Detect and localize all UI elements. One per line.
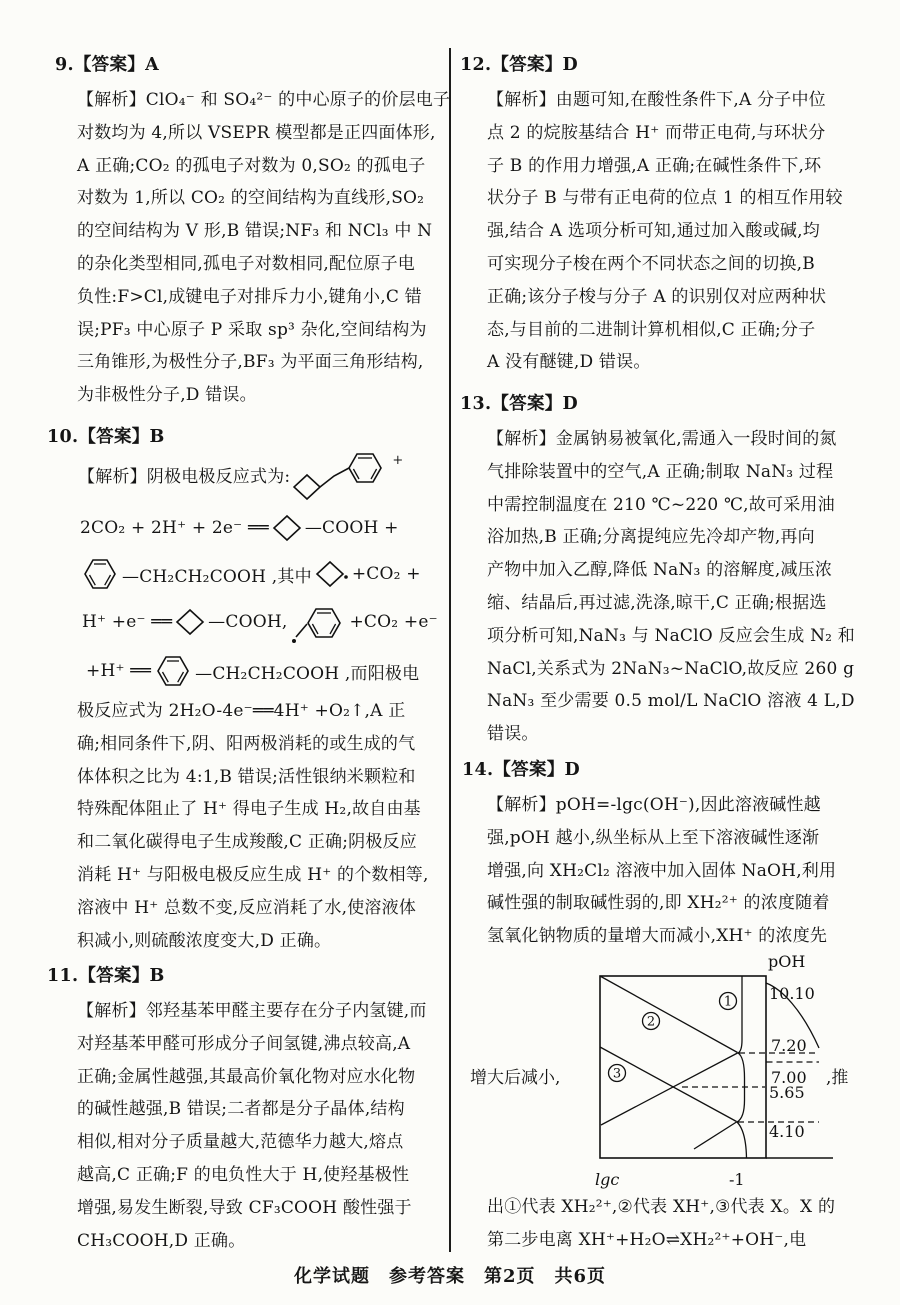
- explanation-14: [487, 789, 877, 953]
- text-line: 消耗 H⁺ 与阳极电极反应生成 H⁺ 的个数相等,: [77, 864, 429, 885]
- explanation-14-continued: [487, 1191, 877, 1257]
- answer-head-14: 14.【答案】D: [462, 760, 581, 780]
- text-line: 对数均为 4,所以 VSEPR 模型都是正四面体形,: [77, 122, 436, 143]
- tick-4-10: 4.10: [769, 1122, 805, 1141]
- text-line: 浴加热,B 正确;分离提纯应先冷却产物,再向: [487, 527, 815, 548]
- text-line: 特殊配体阻止了 H⁺ 得电子生成 H₂,故自由基: [77, 799, 421, 820]
- cyclobutane-structure: [175, 608, 205, 636]
- benzene-structure: [81, 556, 119, 592]
- curve-3-line: [600, 1047, 737, 1122]
- x-tick-minus-1: -1: [729, 1170, 745, 1189]
- text-line: 为非极性分子,D 错误。: [77, 385, 257, 406]
- text-line: 项分析可知,NaN₃ 与 NaClO 反应会生成 N₂ 和: [487, 625, 856, 646]
- answer-head-12: 12.【答案】D: [460, 55, 579, 75]
- equation-text: 【解析】阴极电极反应式为:: [78, 466, 291, 487]
- text-line: 【解析】pOH=-lgc(OH⁻),因此溶液碱性越: [487, 795, 821, 815]
- text-line: 子 B 的作用力增强,A 正确;在碱性条件下,环: [487, 155, 822, 176]
- equation-text: +CO₂ +e⁻: [349, 612, 438, 632]
- tick-10-10: 10.10: [769, 984, 815, 1003]
- text-line: 【解析】ClO₄⁻ 和 SO₄²⁻ 的中心原子的价层电子: [77, 90, 451, 110]
- tick-7-20: 7.20: [771, 1036, 807, 1055]
- answer-head-13: 13.【答案】D: [460, 394, 579, 414]
- text-line: NaN₃ 至少需要 0.5 mol/L NaClO 溶液 4 L,D: [487, 691, 855, 712]
- equation-line-3: [78, 551, 421, 597]
- text-line: 状分子 B 与带有正电荷的位点 1 的相互作用较: [487, 188, 843, 209]
- text-line: 第二步电离 XH⁺+H₂O⇌XH₂²⁺+OH⁻,电: [487, 1229, 807, 1250]
- text-line: 【解析】由题可知,在酸性条件下,A 分子中位: [487, 90, 826, 110]
- text-line: A 正确;CO₂ 的孤电子对数为 0,SO₂ 的孤电子: [77, 155, 426, 176]
- equation-text: —COOH,: [208, 612, 288, 632]
- explanation-12: [487, 84, 877, 379]
- text-line: 强,pOH 越小,纵坐标从上至下溶液碱性逐渐: [487, 827, 820, 848]
- ascending-line-lower: [694, 1122, 737, 1149]
- text-line: 正确;该分子梭与分子 A 的识别仅对应两种状: [487, 286, 827, 307]
- text-line: 正确;金属性越强,其最高价氧化物对应水化物: [77, 1066, 416, 1087]
- equation-text: —CH₂CH₂COOH ,而阳极电: [195, 663, 420, 684]
- equation-line-2: [80, 505, 399, 551]
- text-line: 相似,相对分子质量越大,范德华力越大,熔点: [77, 1132, 404, 1153]
- curve-2-label: 2: [646, 1014, 656, 1030]
- text-line: CH₃COOH,D 正确。: [77, 1230, 246, 1251]
- text-line: NaCl,关系式为 2NaN₃~NaClO,故反应 260 g: [487, 658, 855, 679]
- equation-text: +CO₂ +: [351, 564, 421, 584]
- curve-3-label: 3: [612, 1066, 622, 1082]
- text-line: 增强,易发生断裂,导致 CF₃COOH 酸性强于: [77, 1197, 412, 1218]
- cyclobutane-phenethyl-structure: [293, 446, 389, 502]
- tick-7-00: 7.00: [771, 1068, 807, 1087]
- benzene-structure: [154, 653, 192, 689]
- curve-2-line: [600, 976, 738, 1053]
- text-line: 态,与目前的二进制计算机相似,C 正确;分子: [487, 319, 816, 340]
- text-line: 错误。: [487, 724, 539, 745]
- text-line: 体体积之比为 4:1,B 错误;活性银纳米颗粒和: [77, 766, 416, 787]
- text-line: 极反应式为 2H₂O-4e⁻══4H⁺ +O₂↑,A 正: [77, 701, 406, 721]
- equation-text: 2CO₂ + 2H⁺ + 2e⁻ ══: [80, 518, 269, 538]
- y-axis-label: pOH: [768, 952, 806, 971]
- text-line: 【解析】邻羟基苯甲醛主要存在分子内氢键,而: [77, 1001, 427, 1021]
- text-line: 中需控制温度在 210 ℃~220 ℃,故可采用油: [487, 494, 835, 515]
- radical-plus-mark: +: [392, 453, 404, 468]
- poh-distribution-chart: [558, 946, 892, 1200]
- answer-head-11: 11.【答案】B: [47, 966, 165, 986]
- tick-5-65: 5.65: [769, 1083, 805, 1102]
- text-line: 出①代表 XH₂²⁺,②代表 XH⁺,③代表 X。X 的: [487, 1197, 836, 1217]
- equation-line-1: [78, 446, 403, 502]
- explanation-10: [77, 695, 457, 957]
- text-line: 溶液中 H⁺ 总数不变,反应消耗了水,使溶液体: [77, 897, 417, 918]
- plot-box: [600, 976, 766, 1158]
- equation-line-4: [82, 599, 438, 645]
- text-line: 三角锥形,为极性分子,BF₃ 为平面三角形结构,: [77, 352, 424, 373]
- equation-text: —CH₂CH₂COOH ,其中: [122, 566, 312, 587]
- x-axis-label: lgc: [595, 1170, 620, 1189]
- text-line: 产物中加入乙醇,降低 NaN₃ 的溶解度,减压浓: [487, 560, 833, 581]
- ascending-line-upper: [601, 1053, 738, 1125]
- equation-text: —COOH +: [304, 518, 399, 538]
- cyclobutane-radical-structure: [315, 560, 349, 588]
- page-footer: 化学试题 参考答案 第2页 共6页: [293, 1266, 607, 1287]
- explanation-13: [487, 423, 877, 751]
- text-line: 可实现分子梭在两个不同状态之间的切换,B: [487, 253, 815, 274]
- equation-text: +H⁺ ══: [86, 661, 152, 681]
- text-line: 越高,C 正确;F 的电负性大于 H,使羟基极性: [77, 1164, 410, 1185]
- text-line: 增强,向 XH₂Cl₂ 溶液中加入固体 NaOH,利用: [487, 860, 837, 881]
- figure-inline-left-text: 增大后减小,: [470, 1068, 561, 1088]
- text-line: 气排除装置中的空气,A 正确;制取 NaN₃ 过程: [487, 461, 834, 482]
- text-line: 对羟基苯甲醛可形成分子间氢键,沸点较高,A: [77, 1033, 411, 1054]
- text-line: 积减小,则硫酸浓度变大,D 正确。: [77, 930, 332, 951]
- text-line: 对数为 1,所以 CO₂ 的空间结构为直线形,SO₂: [77, 188, 425, 209]
- text-line: 误;PF₃ 中心原子 P 采取 sp³ 杂化,空间结构为: [77, 319, 427, 340]
- text-line: 和二氧化碳得电子生成羧酸,C 正确;阴极反应: [77, 832, 417, 853]
- text-line: A 没有醚键,D 错误。: [487, 352, 651, 373]
- curve-1-label: 1: [723, 994, 733, 1010]
- explanation-11: [77, 995, 457, 1257]
- text-line: 的空间结构为 V 形,B 错误;NF₃ 和 NCl₃ 中 N: [77, 221, 433, 242]
- text-line: 强,结合 A 选项分析可知,通过加入酸或碱,均: [487, 221, 820, 242]
- answer-head-10: 10.【答案】B: [47, 427, 165, 447]
- text-line: 氢氧化钠物质的量增大而减小,XH⁺ 的浓度先: [487, 926, 828, 947]
- equation-line-5: [86, 649, 419, 693]
- text-line: 碱性强的制取碱性弱的,即 XH₂²⁺ 的浓度随着: [487, 893, 830, 914]
- figure-inline-right-text: ,推: [826, 1068, 849, 1088]
- text-line: 负性:F>Cl,成键电子对排斥力小,键角小,C 错: [77, 286, 422, 307]
- cyclobutane-structure: [272, 514, 302, 542]
- answer-head-9: 9.【答案】A: [55, 55, 159, 75]
- explanation-9: [77, 84, 457, 412]
- equation-text: H⁺ +e⁻ ══: [82, 612, 173, 632]
- text-line: 【解析】金属钠易被氧化,需通入一段时间的氮: [487, 429, 837, 449]
- text-line: 缩、结晶后,再过滤,洗涤,晾干,C 正确;根据选: [487, 592, 827, 613]
- text-line: 的杂化类型相同,孤电子对数相同,配位原子电: [77, 253, 416, 274]
- text-line: 的碱性越强,B 错误;二者都是分子晶体,结构: [77, 1099, 405, 1120]
- benzyl-radical-structure: [290, 599, 346, 645]
- text-line: 点 2 的烷胺基结合 H⁺ 而带正电荷,与环状分: [487, 122, 826, 143]
- curve-1-vertical: [737, 976, 747, 1158]
- text-line: 确;相同条件下,阴、阳两极消耗的或生成的气: [77, 733, 416, 754]
